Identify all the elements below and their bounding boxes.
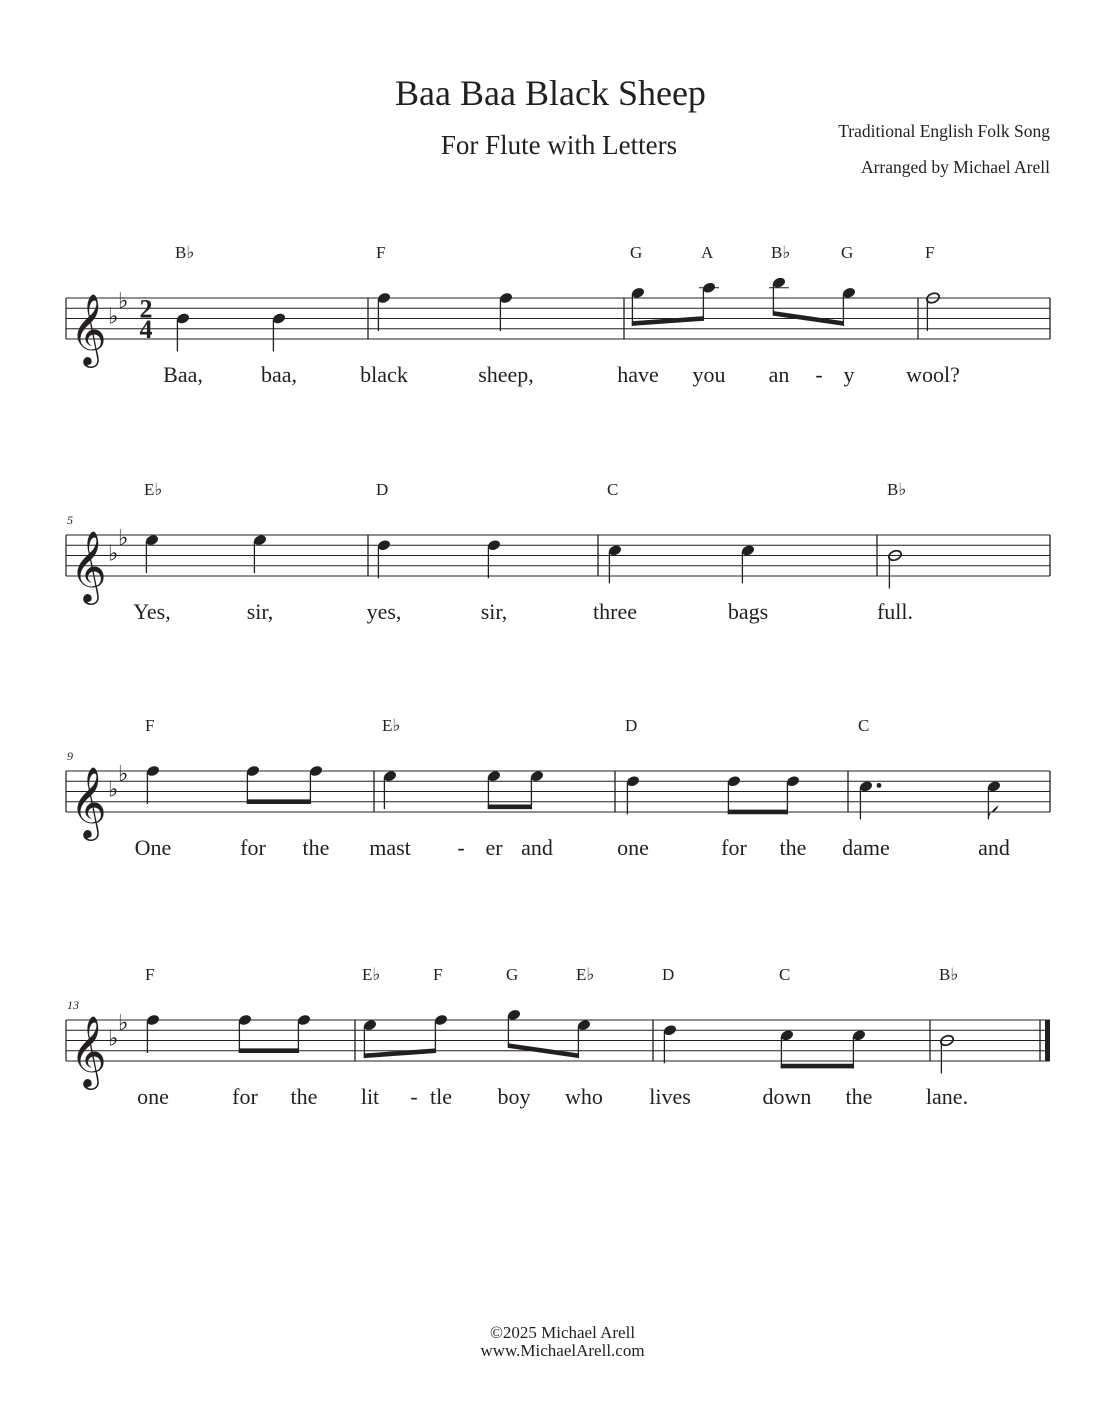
chord-symbol: F <box>433 965 443 984</box>
treble-clef-icon: 𝄞 <box>70 292 107 365</box>
lyric-syllable: the <box>290 1084 318 1109</box>
lyric-syllable: lives <box>649 1084 691 1109</box>
chord-symbol: E♭ <box>382 716 401 735</box>
lyric-syllable: Yes, <box>133 599 171 624</box>
key-signature-flat-icon: ♭ <box>108 777 119 803</box>
lyric-syllable: lane. <box>925 1084 969 1109</box>
measure-number: 5 <box>67 513 73 527</box>
lyric-syllable: for <box>721 835 747 860</box>
beam <box>781 1064 854 1069</box>
lyric-syllable: and <box>978 835 1010 860</box>
chord-symbol: C <box>607 480 619 499</box>
chord-symbol: B♭ <box>771 243 791 262</box>
augmentation-dot <box>877 783 882 788</box>
staff-system <box>66 243 1050 387</box>
lyric-syllable: you <box>692 362 726 387</box>
key-signature-flat-icon: ♭ <box>108 304 119 330</box>
key-signature-flat-icon: ♭ <box>118 526 129 552</box>
treble-clef-icon: 𝄞 <box>70 1014 107 1087</box>
beam <box>728 810 788 815</box>
chord-symbol: E♭ <box>362 965 381 984</box>
chord-symbol: G <box>630 243 643 262</box>
lyric-syllable: and <box>521 835 553 860</box>
key-signature-flat-icon: ♭ <box>108 541 119 567</box>
beam <box>239 1048 299 1053</box>
measure-number: 13 <box>67 998 79 1012</box>
lyric-syllable: Baa, <box>163 362 203 387</box>
lyric-syllable: have <box>617 362 659 387</box>
chord-symbol: B♭ <box>939 965 959 984</box>
chord-symbol: G <box>506 965 519 984</box>
lyric-syllable: three <box>593 599 637 624</box>
song-title: Baa Baa Black Sheep <box>395 73 706 113</box>
lyric-syllable: the <box>845 1084 873 1109</box>
chord-symbol: F <box>145 965 155 984</box>
key-signature-flat-icon: ♭ <box>118 289 129 315</box>
lyric-hyphen: - <box>815 362 823 387</box>
staff-system <box>66 716 1050 860</box>
lyric-syllable: down <box>762 1084 812 1109</box>
chord-symbol: F <box>376 243 386 262</box>
chord-symbol: C <box>779 965 791 984</box>
lyric-hyphen: - <box>457 835 465 860</box>
lyric-syllable: full. <box>876 599 914 624</box>
beam <box>632 316 704 326</box>
lyric-syllable: sir, <box>480 599 508 624</box>
beam <box>247 799 311 804</box>
chord-symbol: D <box>376 480 389 499</box>
chord-symbol: B♭ <box>175 243 195 262</box>
lyric-syllable: who <box>565 1084 603 1109</box>
treble-clef-icon: 𝄞 <box>70 529 107 602</box>
beam <box>488 805 532 810</box>
chord-symbol: A <box>701 243 714 262</box>
time-signature-bottom: 4 <box>139 315 153 344</box>
lyric-syllable: black <box>360 362 408 387</box>
chord-symbol: C <box>858 716 870 735</box>
lyric-syllable: yes, <box>366 599 402 624</box>
lyric-syllable: dame <box>842 835 890 860</box>
staff-system <box>66 965 1050 1109</box>
lyric-syllable: one <box>137 1084 169 1109</box>
lyric-syllable: sir, <box>246 599 274 624</box>
lyric-hyphen: - <box>410 1084 418 1109</box>
lyric-syllable: wool? <box>906 362 960 387</box>
lyric-syllable: er <box>485 835 503 860</box>
lyric-syllable: boy <box>497 1084 531 1109</box>
lyric-syllable: the <box>302 835 330 860</box>
composer-credit: Traditional English Folk Song <box>838 121 1050 141</box>
copyright-line: ©2025 Michael Arell <box>489 1323 636 1342</box>
lyric-syllable: for <box>240 835 266 860</box>
chord-symbol: F <box>925 243 935 262</box>
key-signature-flat-icon: ♭ <box>108 1026 119 1052</box>
lyric-syllable: tle <box>430 1084 452 1109</box>
lyric-syllable: mast <box>369 835 411 860</box>
website-line: www.MichaelArell.com <box>480 1341 645 1360</box>
key-signature-flat-icon: ♭ <box>118 1011 129 1037</box>
lyric-syllable: y <box>843 362 855 387</box>
chord-symbol: E♭ <box>576 965 595 984</box>
chord-symbol: D <box>625 716 638 735</box>
final-barline-thick <box>1045 1020 1050 1061</box>
chord-symbol: E♭ <box>144 480 163 499</box>
staff-system <box>66 480 1050 624</box>
lyric-syllable: for <box>232 1084 258 1109</box>
treble-clef-icon: 𝄞 <box>70 765 107 838</box>
time-signature-top: 2 <box>139 294 153 324</box>
lyric-syllable: lit <box>360 1084 380 1109</box>
lyric-syllable: one <box>617 835 649 860</box>
lyric-syllable: an <box>768 362 790 387</box>
chord-symbol: D <box>662 965 675 984</box>
beam <box>364 1048 436 1058</box>
lyric-syllable: baa, <box>260 362 298 387</box>
key-signature-flat-icon: ♭ <box>118 762 129 788</box>
song-subtitle: For Flute with Letters <box>440 130 678 160</box>
measure-number: 9 <box>67 749 73 763</box>
chord-symbol: B♭ <box>887 480 907 499</box>
chord-symbol: G <box>841 243 854 262</box>
arranger-credit: Arranged by Michael Arell <box>860 157 1050 177</box>
lyric-syllable: the <box>779 835 807 860</box>
lyric-syllable: bags <box>727 599 769 624</box>
chord-symbol: F <box>145 716 155 735</box>
lyric-syllable: sheep, <box>478 362 534 387</box>
lyric-syllable: One <box>134 835 172 860</box>
